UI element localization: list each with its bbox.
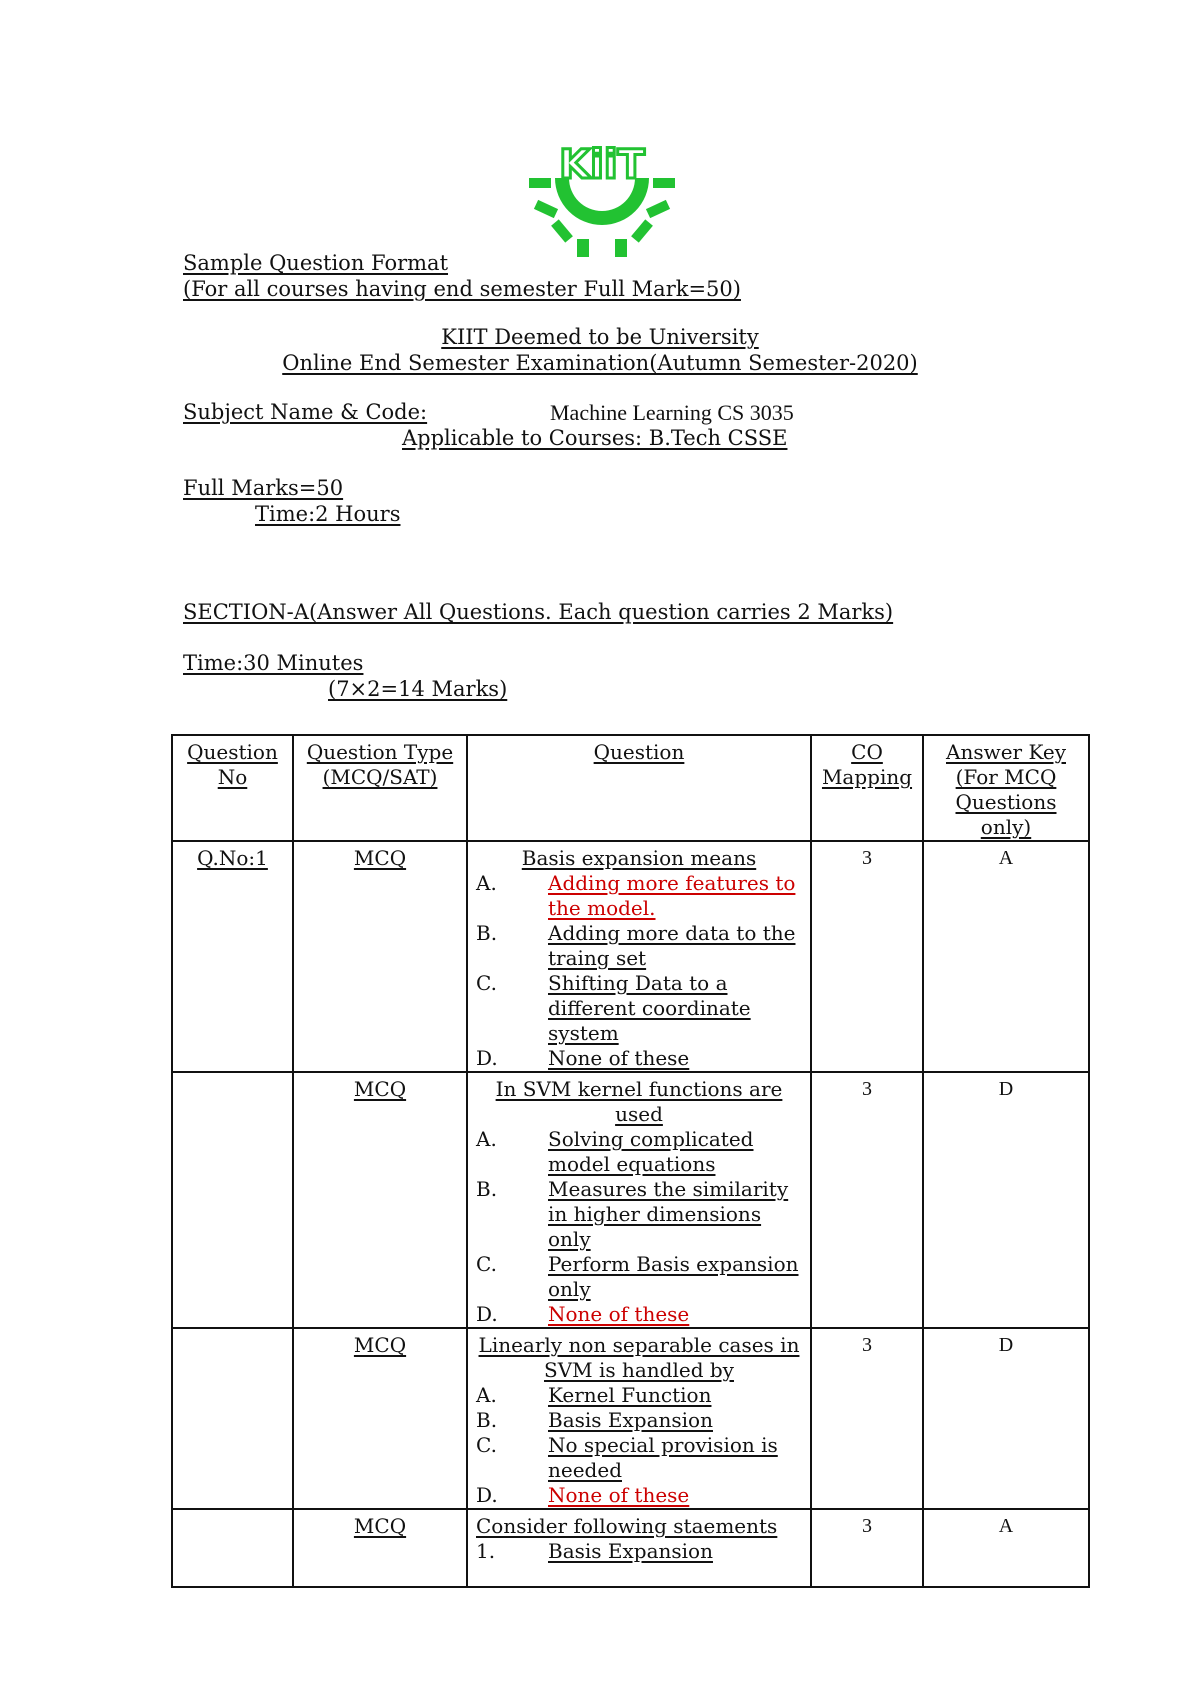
question-cell bbox=[467, 1072, 811, 1328]
table-row bbox=[172, 1328, 1089, 1509]
question-no bbox=[172, 1509, 293, 1587]
header-question: Question bbox=[467, 735, 811, 841]
kiit-logo bbox=[527, 138, 677, 258]
option-1: 1. Basis Expansion bbox=[476, 1539, 713, 1563]
option-b: B. Adding more data to the traing set bbox=[476, 921, 796, 970]
question-no bbox=[172, 1072, 293, 1328]
question-cell bbox=[467, 841, 811, 1072]
option-b: B. Measures the similarity in higher dimensions only bbox=[476, 1177, 789, 1251]
question-text: In SVM kernel functions are used bbox=[495, 1077, 783, 1126]
option-c: C. No special provision is needed bbox=[476, 1433, 778, 1482]
section-title: SECTION-A(Answer All Questions. Each question carries 2 Marks) bbox=[183, 600, 894, 624]
option-d: D. None of these bbox=[476, 1483, 690, 1507]
question-type: MCQ bbox=[293, 1328, 467, 1509]
option-d: D. None of these bbox=[476, 1046, 690, 1070]
option-a: A. Kernel Function bbox=[476, 1383, 712, 1407]
university-name: KIIT Deemed to be University bbox=[441, 325, 759, 349]
svg-text:KiiT: KiiT bbox=[559, 142, 645, 188]
option-c: C. Shifting Data to a different coordinate system bbox=[476, 971, 751, 1045]
section-time: Time:30 Minutes bbox=[183, 651, 364, 675]
co-mapping: 3 bbox=[811, 1072, 923, 1328]
table-row bbox=[172, 841, 1089, 1072]
subject-label: Subject Name & Code: bbox=[183, 400, 428, 424]
subject-value: Machine Learning CS 3035 bbox=[550, 400, 794, 425]
exam-time: Time:2 Hours bbox=[255, 502, 401, 526]
table-row bbox=[172, 1072, 1089, 1328]
full-marks: Full Marks=50 bbox=[183, 476, 344, 500]
question-no: Q.No:1 bbox=[172, 841, 293, 1072]
question-text: Linearly non separable cases in SVM is handled by bbox=[478, 1333, 800, 1382]
question-type: MCQ bbox=[293, 1509, 467, 1587]
question-cell bbox=[467, 1328, 811, 1509]
format-subtitle: (For all courses having end semester Full Mark=50) bbox=[183, 277, 741, 301]
option-c: C. Perform Basis expansion only bbox=[476, 1252, 799, 1301]
option-b: B. Basis Expansion bbox=[476, 1408, 713, 1432]
section-marks: (7×2=14 Marks) bbox=[328, 677, 508, 701]
co-mapping: 3 bbox=[811, 1328, 923, 1509]
question-type: MCQ bbox=[293, 1072, 467, 1328]
header-question-type: Question Type (MCQ/SAT) bbox=[293, 735, 467, 841]
header-co-mapping: CO Mapping bbox=[811, 735, 923, 841]
question-no bbox=[172, 1328, 293, 1509]
question-text: Basis expansion means bbox=[521, 846, 757, 870]
question-text: Consider following staements bbox=[476, 1514, 778, 1538]
answer-key: A bbox=[923, 841, 1089, 1072]
question-type: MCQ bbox=[293, 841, 467, 1072]
option-a: A. Adding more features to the model. bbox=[476, 871, 796, 920]
option-a: A. Solving complicated model equations bbox=[476, 1127, 754, 1176]
format-title: Sample Question Format bbox=[183, 251, 449, 275]
question-cell bbox=[467, 1509, 811, 1587]
co-mapping: 3 bbox=[811, 841, 923, 1072]
applicable-courses: Applicable to Courses: B.Tech CSSE bbox=[402, 426, 788, 450]
header-answer-key: Answer Key (For MCQ Questions only) bbox=[923, 735, 1089, 841]
co-mapping: 3 bbox=[811, 1509, 923, 1587]
exam-title: Online End Semester Examination(Autumn Semester-2020) bbox=[282, 351, 918, 375]
question-table bbox=[171, 734, 1090, 1588]
table-row bbox=[172, 1509, 1089, 1587]
header-question-no: Question No bbox=[172, 735, 293, 841]
answer-key: D bbox=[923, 1328, 1089, 1509]
option-d: D. None of these bbox=[476, 1302, 690, 1326]
answer-key: D bbox=[923, 1072, 1089, 1328]
table-header-row bbox=[172, 735, 1089, 841]
answer-key: A bbox=[923, 1509, 1089, 1587]
